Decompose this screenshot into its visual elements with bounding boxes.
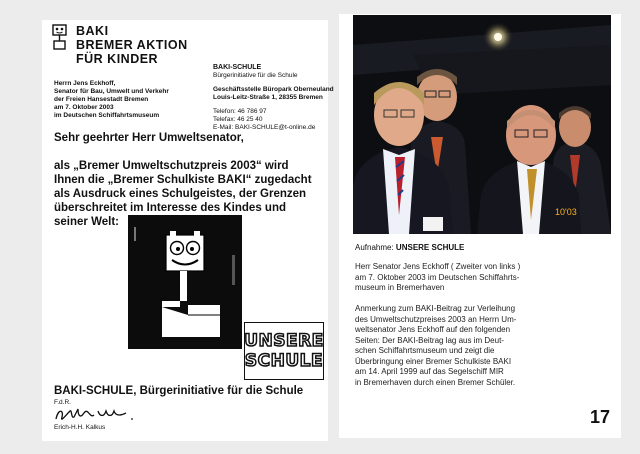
caption-prefix: Aufnahme: xyxy=(355,243,396,252)
school-subtitle: Bürgerinitiative für die Schule xyxy=(213,72,298,79)
org-name-line: FÜR KINDER xyxy=(76,52,159,66)
caption-line: museum in Bremerhaven xyxy=(355,283,445,292)
letter-line: seiner Welt: xyxy=(54,216,119,228)
recipient-address xyxy=(54,80,169,120)
unsere-schule-line: SCHULE xyxy=(244,351,324,371)
org-name-line: BAKI xyxy=(76,24,109,38)
note-line: weltsenator Jens Eckhoff auf den folgenden xyxy=(355,325,511,334)
org-name-line: BREMER AKTION xyxy=(76,38,188,52)
fdr-label: F.d.R. xyxy=(54,399,71,406)
note-line: in Bremerhaven durch einen Bremer Schüler. xyxy=(355,377,516,387)
unsere-schule-logo xyxy=(244,322,324,380)
school-info xyxy=(213,64,334,132)
school-contact-line: Telefax: 46 25 40 xyxy=(213,116,263,123)
school-address-line: Geschäftsstelle Büropark Oberneuland xyxy=(213,86,334,93)
address-line: Senator für Bau, Umwelt und Verkehr xyxy=(54,88,169,95)
note-line: am 14. April 1999 auf das Segelschiff MIR xyxy=(355,367,504,376)
letter-line: als „Bremer Umweltschutzpreis 2003“ wird xyxy=(54,160,289,172)
photo-date-stamp: 10'03 xyxy=(555,207,577,217)
note-line: Überbringung einer Bremer Schulkiste BAKI xyxy=(355,356,512,366)
address-line: am 7. Oktober 2003 xyxy=(54,104,114,111)
event-photo xyxy=(353,15,611,234)
unsere-schule-line: UNSERE xyxy=(244,331,324,351)
caption-paragraph xyxy=(355,262,615,294)
school-address-line: Louis-Leitz-Straße 1, 28355 Bremen xyxy=(213,94,323,101)
school-contact-line: Telefon: 46 786 97 xyxy=(213,108,267,115)
address-line: im Deutschen Schiffahrtsmuseum xyxy=(54,112,160,119)
letter-line: überschreitet im Interesse des Kindes und xyxy=(54,202,286,214)
signer-name: Erich-H.H. Kalkus xyxy=(54,424,106,431)
address-line: der Freien Hansestadt Bremen xyxy=(54,96,149,103)
address-line: Herrn Jens Eckhoff, xyxy=(54,80,116,87)
school-contact-line: E-Mail: BAKI-SCHULE@t-online.de xyxy=(213,124,316,131)
note-line: Seiten: Der BAKI-Beitrag lag aus im Deut- xyxy=(355,335,504,345)
page-number: 17 xyxy=(590,407,611,427)
school-title: BAKI-SCHULE xyxy=(213,64,262,71)
baki-poster-image xyxy=(128,215,242,349)
initiative-name: BAKI-SCHULE, Bürgerinitiative für die Schule xyxy=(54,385,304,397)
letter-line: als Ausdruck eines Schulgeistes, der Grenzen xyxy=(54,188,307,200)
note-line: Anmerkung zum BAKI-Beitrag zur Verleihung xyxy=(355,304,516,313)
caption-line: am 7. Oktober 2003 im Deutschen Schiffahrts- xyxy=(355,272,520,282)
signature-icon xyxy=(54,405,154,425)
letter-line: Ihnen die „Bremer Schulkiste BAKI“ zugedacht xyxy=(54,174,312,186)
salutation: Sehr geehrter Herr Umweltsenator, xyxy=(54,132,244,144)
caption-line: Herr Senator Jens Eckhoff ( Zweiter von links ) xyxy=(355,262,521,271)
note-line: des Umweltschutzpreises 2003 an Herrn Um- xyxy=(355,314,517,324)
note-paragraph xyxy=(355,304,615,388)
caption-title: UNSERE SCHULE xyxy=(395,243,465,252)
note-line: schen Schiffahrtsmuseum und zeigt die xyxy=(355,346,495,355)
photo-caption xyxy=(355,243,464,252)
baki-logo-icon xyxy=(52,24,67,50)
